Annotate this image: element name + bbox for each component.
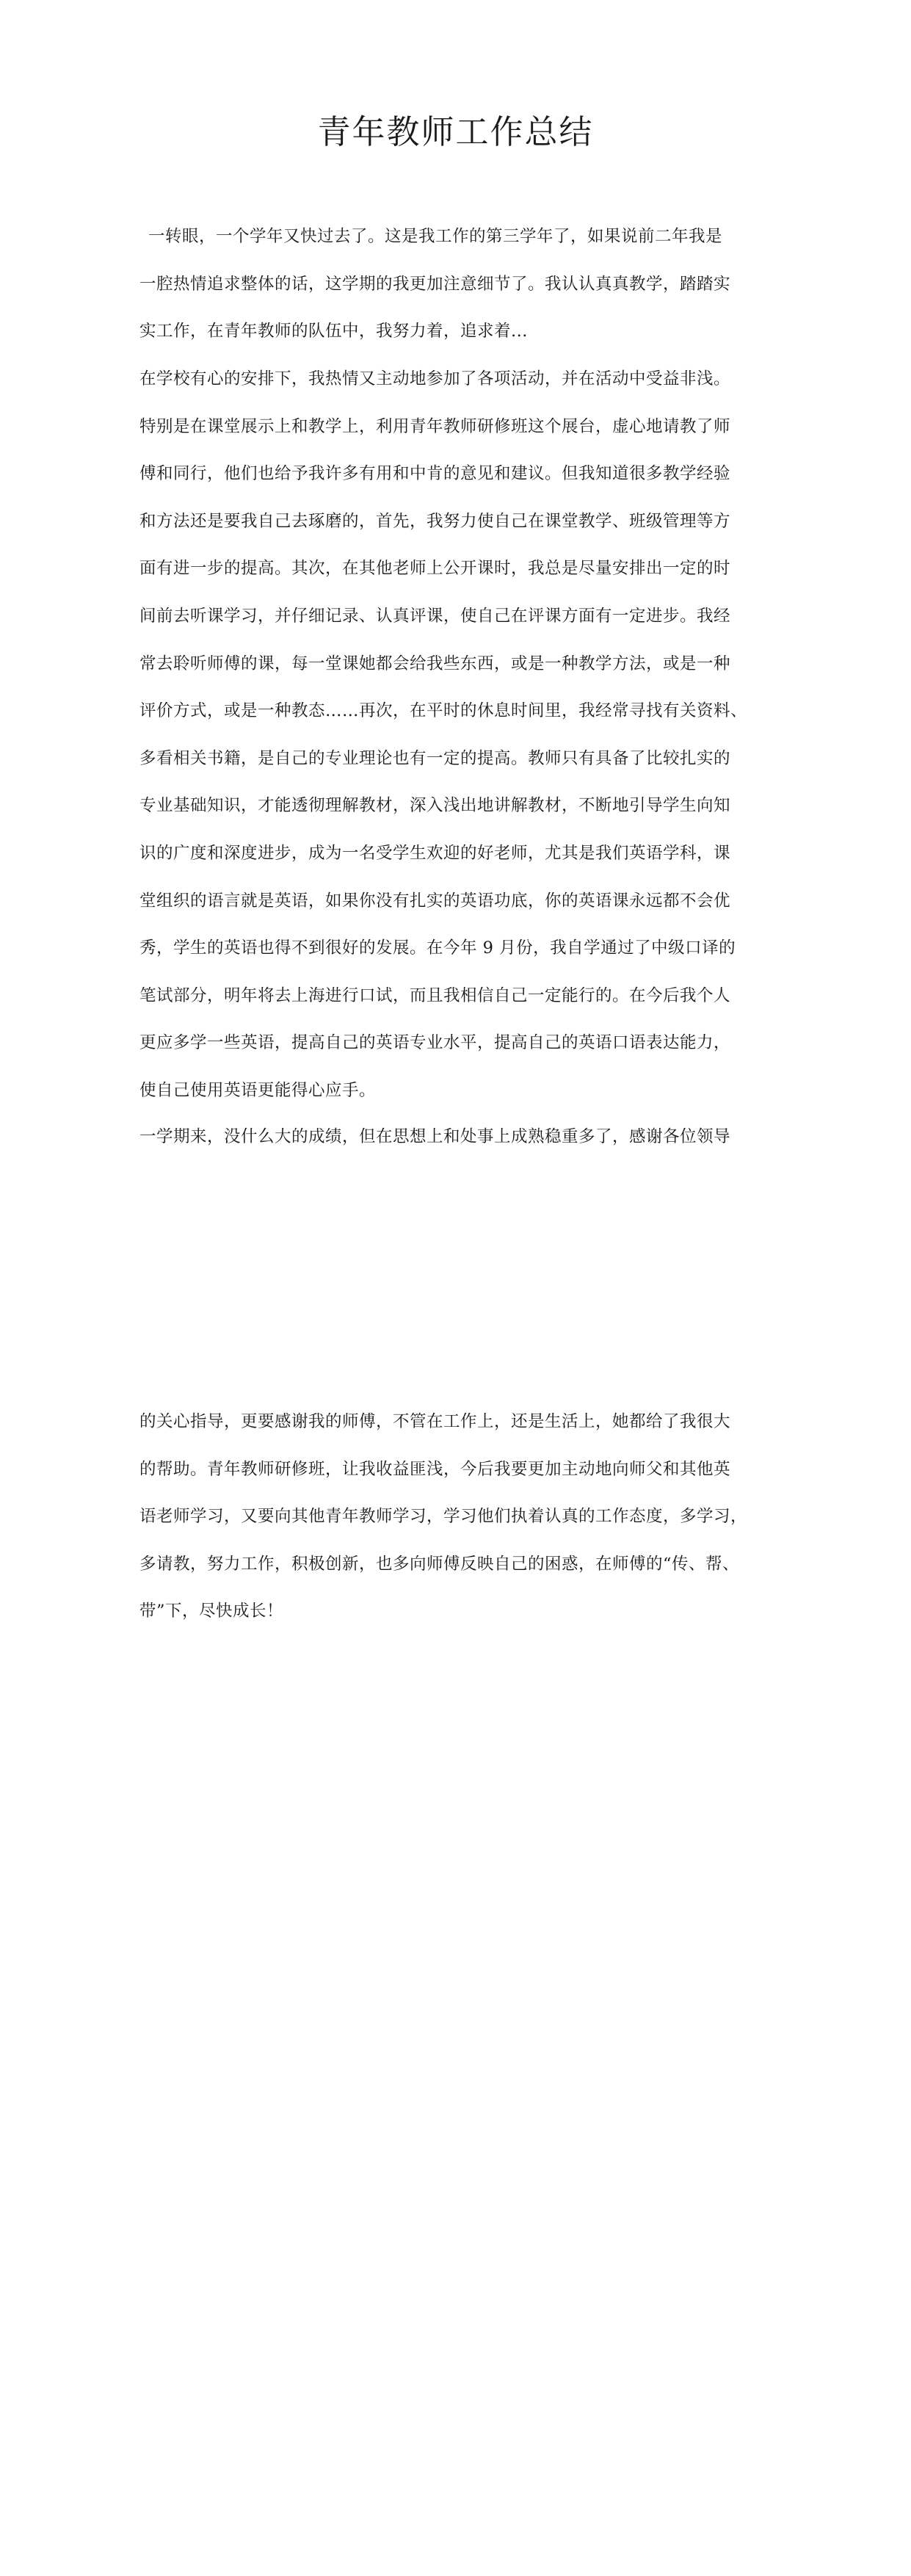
text-line: 语老师学习，又要向其他青年教师学习，学习他们执着认真的工作态度，多学习， xyxy=(139,1507,748,1527)
text-line: 间前去听课学习，并仔细记录、认真评课，使自己在评课方面有一定进步。我经 xyxy=(139,606,731,626)
text-line: 更应多学一些英语，提高自己的英语专业水平，提高自己的英语口语表达能力， xyxy=(139,1033,731,1053)
document-title: 青年教师工作总结 xyxy=(317,112,594,151)
paragraph-summary-continued xyxy=(139,1398,785,1635)
paragraph-intro xyxy=(139,213,785,355)
text-line: 常去聆听师傅的课，每一堂课她都会给我些东西，或是一种教学方法，或是一种 xyxy=(139,654,731,673)
text-line: 专业基础知识，才能透彻理解教材，深入浅出地讲解教材，不断地引导学生向知 xyxy=(139,796,731,816)
text-line: 多请教，努力工作，积极创新，也多向师傅反映自己的困惑，在师傅的“传、帮、 xyxy=(139,1554,740,1574)
text-line: 堂组织的语言就是英语，如果你没有扎实的英语功底，你的英语课永远都不会优 xyxy=(139,891,731,911)
text-line: 面有进一步的提高。其次，在其他老师上公开课时，我总是尽量安排出一定的时 xyxy=(139,559,731,579)
text-line: 带”下，尽快成长！ xyxy=(139,1602,284,1621)
text-line: 一学期来，没什么大的成绩，但在思想上和处事上成熟稳重多了，感谢各位领导 xyxy=(139,1127,731,1146)
text-line: 评价方式，或是一种教态……再次，在平时的休息时间里，我经常寻找有关资料、 xyxy=(139,701,748,721)
text-line: 一转眼，一个学年又快过去了。这是我工作的第三学年了，如果说前二年我是 xyxy=(148,227,723,246)
text-line: 笔试部分，明年将去上海进行口试，而且我相信自己一定能行的。在今后我个人 xyxy=(139,985,731,1005)
text-line: 和方法还是要我自己去琢磨的，首先，我努力使自己在课堂教学、班级管理等方 xyxy=(139,511,731,531)
text-line: 的帮助。青年教师研修班，让我收益匪浅，今后我要更加主动地向师父和其他英 xyxy=(139,1459,731,1479)
paragraph-summary-start xyxy=(139,1113,785,1161)
text-line: 实工作，在青年教师的队伍中，我努力着，追求着... xyxy=(139,322,528,341)
text-line: 特别是在课堂展示上和教学上，利用青年教师研修班这个展台，虚心地请教了师 xyxy=(139,416,731,436)
text-line: 秀，学生的英语也得不到很好的发展。在今年 9 月份，我自学通过了中级口译的 xyxy=(139,938,736,958)
text-line: 识的广度和深度进步，成为一名受学生欢迎的好老师，尤其是我们英语学科，课 xyxy=(139,843,731,863)
text-line: 一腔热情追求整体的话，这学期的我更加注意细节了。我认认真真教学，踏踏实 xyxy=(139,274,731,294)
text-line: 的关心指导，更要感谢我的师傅，不管在工作上，还是生活上，她都给了我很大 xyxy=(139,1412,731,1431)
text-line: 傅和同行，他们也给予我许多有用和中肯的意见和建议。但我知道很多教学经验 xyxy=(139,464,731,484)
text-line: 使自己使用英语更能得心应手。 xyxy=(139,1080,377,1100)
text-line: 多看相关书籍，是自己的专业理论也有一定的提高。教师只有具备了比较扎实的 xyxy=(139,748,731,768)
text-line: 在学校有心的安排下，我热情又主动地参加了各项活动，并在活动中受益非浅。 xyxy=(139,369,731,388)
paragraph-activities xyxy=(139,355,785,1115)
